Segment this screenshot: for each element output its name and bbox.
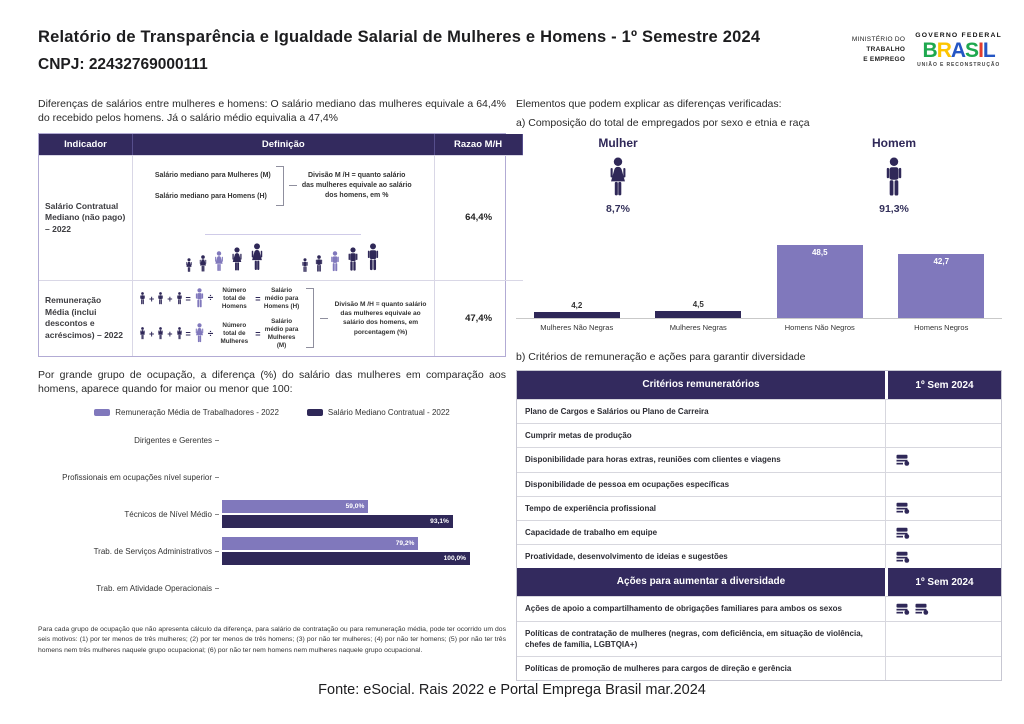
source-footer: Fonte: eSocial. Rais 2022 e Portal Emprega Brasil mar.2024 xyxy=(318,682,706,698)
action-row: Políticas de promoção de mulheres para cargos de direção e gerência xyxy=(517,656,1001,680)
man-percentage: 91,3% xyxy=(879,203,909,215)
criteria-row: Plano de Cargos e Salários ou Plano de Carreira xyxy=(517,399,1001,423)
men-average-formula: + + = ÷ Número total de Homens = Salário médio para Homens (H) xyxy=(139,287,300,311)
bar-mulheres-negras: 4,5 xyxy=(655,311,741,318)
indicator-row2-label: Remuneração Média (inclui descontos e acréscimos) – 2022 xyxy=(39,280,133,356)
bar-mediano: 93,1% xyxy=(222,515,453,528)
page-title: Relatório de Transparência e Igualdade Salarial de Mulheres e Homens - 1º Semestre 2024 xyxy=(38,28,761,46)
axis-tick xyxy=(215,551,219,552)
salary-gap-intro: Diferenças de salários entre mulheres e homens: O salário mediano das mulheres equivale a 64,4% do recebido pelos homens. Já o salário médio equivalia a 47,4% xyxy=(38,98,506,124)
col-header-definicao: Definição xyxy=(133,134,435,155)
legend-swatch xyxy=(307,409,323,416)
women-total-label: Número total de Mulheres xyxy=(220,322,249,346)
woman-icon xyxy=(607,157,629,201)
ministry-label: MINISTÉRIO DO TRABALHO E EMPREGO xyxy=(851,35,906,64)
applied-marker-icon xyxy=(896,527,910,539)
section-b xyxy=(516,351,1002,681)
criteria-value-cell xyxy=(885,497,1001,520)
ethnicity-chart-categories: Mulheres Não Negras Mulheres Negras Homens Não Negros Homens Negros xyxy=(540,323,969,332)
connector-dash xyxy=(320,318,328,319)
indicator-row1-label: Salário Contratual Mediano (não pago) – 2022 xyxy=(39,155,133,280)
man-icon xyxy=(365,243,381,274)
woman-icon xyxy=(176,327,183,341)
man-label: Homem xyxy=(871,136,916,150)
axis-tick xyxy=(215,514,219,515)
man-icon xyxy=(157,292,164,306)
chart-row-profissionais: Profissionais em ocupações nível superior xyxy=(38,459,506,496)
section-a-title: a) Composição do total de empregados por sexo e etnia e raça xyxy=(516,117,810,129)
bar-homens-nao-negros: 48,5 xyxy=(777,245,863,318)
division-note: Divisão M /H = quanto salário das mulheres equivale ao salário dos homens, em % xyxy=(301,172,412,199)
woman-icon xyxy=(139,327,146,341)
applied-marker-icon xyxy=(915,603,929,615)
gender-split-figure xyxy=(516,136,1002,240)
ethnicity-bar-chart xyxy=(516,240,1002,319)
right-column xyxy=(516,98,1002,681)
indicator-row1-ratio: 64,4% xyxy=(435,155,523,280)
bar-mediano: 100,0% xyxy=(222,552,470,565)
indicator-row1-definition xyxy=(133,155,435,280)
pictogram-connector-line xyxy=(205,234,361,235)
criteria-header-row xyxy=(517,371,1001,399)
action-value-cell xyxy=(885,657,1001,680)
man-icon xyxy=(194,288,205,310)
man-icon xyxy=(329,251,341,274)
woman-percentage: 8,7% xyxy=(606,203,630,215)
actions-header-row xyxy=(517,568,1001,596)
woman-icon xyxy=(213,251,225,274)
action-value-cell xyxy=(885,597,1001,620)
women-average-formula: + + = ÷ Número total de Mulheres = Salário médio para Mulheres (M) xyxy=(139,318,300,349)
section-b-title: b) Critérios de remuneração e ações para garantir diversidade xyxy=(516,351,806,363)
cnpj-label: CNPJ: 22432769000111 xyxy=(38,56,208,73)
bar-remuneracao: 59,0% xyxy=(222,500,368,513)
axis-tick xyxy=(215,588,219,589)
men-avg-salary-label: Salário médio para Homens (H) xyxy=(263,286,300,310)
man-icon xyxy=(883,157,905,201)
man-icon xyxy=(176,292,183,306)
woman-icon xyxy=(198,255,208,274)
men-pictogram-group xyxy=(301,243,381,274)
man-share-block xyxy=(834,136,954,215)
criteria-row: Capacidade de trabalho em equipe xyxy=(517,520,1001,544)
legend-item-remuneracao-media: Remuneração Média de Trabalhadores - 2022 xyxy=(94,408,279,417)
col-header-razao: Razao M/H xyxy=(435,134,523,155)
governo-federal-label: GOVERNO FEDERAL xyxy=(915,32,1002,39)
left-column xyxy=(38,98,506,663)
criteria-row: Cumprir metas de produção xyxy=(517,423,1001,447)
indicator-table xyxy=(38,133,506,357)
chart-row-dirigentes: Dirigentes e Gerentes xyxy=(38,422,506,459)
criteria-value-cell xyxy=(885,400,1001,423)
people-pictogram-row xyxy=(139,218,428,274)
woman-icon xyxy=(185,258,193,274)
col-header-indicador: Indicador xyxy=(39,134,133,155)
bar-mulheres-nao-negras: 4,2 xyxy=(534,312,620,318)
chart-row-servicos-administrativos: Trab. de Serviços Administrativos 79,2% 100,0% xyxy=(38,533,506,570)
actions-header-period: 1º Sem 2024 xyxy=(885,568,1001,596)
action-value-cell xyxy=(885,622,1001,656)
criteria-value-cell xyxy=(885,473,1001,496)
legend-item-salario-mediano: Salário Mediano Contratual - 2022 xyxy=(307,408,450,417)
woman-icon xyxy=(249,243,265,274)
criteria-row: Disponibilidade de pessoa em ocupações específicas xyxy=(517,472,1001,496)
report-header xyxy=(38,28,1002,74)
action-row: Políticas de contratação de mulheres (negras, com deficiência, em situação de violência, chefes de família, LGBTQIA+) xyxy=(517,621,1001,656)
applied-marker-icon xyxy=(896,551,910,563)
criteria-row: Tempo de experiência profissional xyxy=(517,496,1001,520)
occupation-chart-legend xyxy=(38,408,506,417)
bracket-shape xyxy=(276,166,284,206)
applied-marker-icon xyxy=(896,454,910,466)
criteria-row: Disponibilidade para horas extras, reuniões com clientes e viagens xyxy=(517,447,1001,471)
brasil-logo xyxy=(915,32,1002,68)
brasil-wordmark: BRASIL xyxy=(922,39,995,62)
occupation-gap-text: Por grande grupo de ocupação, a diferença (%) do salário das mulheres em comparação aos homens, aparece quando for maior ou menor que 100: xyxy=(38,368,506,395)
division-note: Divisão M /H = quanto salário das mulheres equivale ao salário dos homens, em porcentagem (%) xyxy=(334,300,427,336)
bar-homens-negros: 42,7 xyxy=(898,254,984,318)
applied-marker-icon xyxy=(896,603,910,615)
man-icon xyxy=(346,247,360,274)
women-pictogram-group xyxy=(185,243,265,274)
bracket-shape xyxy=(306,288,314,348)
legend-swatch xyxy=(94,409,110,416)
man-icon xyxy=(301,258,309,274)
axis-tick xyxy=(215,477,219,478)
axis-tick xyxy=(215,440,219,441)
median-men-label: Salário mediano para Homens (H) xyxy=(154,192,267,200)
man-icon xyxy=(314,255,324,274)
chart-row-tecnicos: Técnicos de Nível Médio 59,0% 93,1% xyxy=(38,496,506,533)
criteria-table xyxy=(516,370,1002,681)
actions-header-label: Ações para aumentar a diversidade xyxy=(616,576,786,588)
median-women-label: Salário mediano para Mulheres (M) xyxy=(154,171,271,179)
women-avg-salary-label: Salário médio para Mulheres (M) xyxy=(264,318,299,350)
woman-icon xyxy=(157,327,164,341)
elements-title: Elementos que podem explicar as diferenças verificadas: xyxy=(516,98,782,110)
connector-dash xyxy=(289,185,297,186)
applied-marker-icon xyxy=(896,502,910,514)
criteria-header-period: 1º Sem 2024 xyxy=(885,371,1001,399)
criteria-value-cell xyxy=(885,424,1001,447)
woman-icon xyxy=(230,247,244,274)
indicator-row2-definition xyxy=(133,280,435,356)
men-total-label: Número total de Homens xyxy=(221,286,247,310)
criteria-value-cell xyxy=(885,545,1001,568)
woman-label: Mulher xyxy=(598,136,638,150)
criteria-value-cell xyxy=(885,448,1001,471)
action-row: Ações de apoio a compartilhamento de obrigações familiares para ambos os sexos xyxy=(517,596,1001,620)
chart-row-atividade-operacionais: Trab. em Atividade Operacionais xyxy=(38,570,506,607)
header-titles xyxy=(38,28,760,74)
criteria-header-label: Critérios remuneratórios xyxy=(642,379,760,390)
indicator-row2-ratio: 47,4% xyxy=(435,280,523,356)
methodology-footnote: Para cada grupo de ocupação que não apresenta cálculo da diferença, para salário de contratação ou para remuneração média, pode ter ocorrido um dos seis motivos: (1) por ter menos de três mulheres; (2) por ter menos de três homens; (3) por não ter mulheres; (4) por não ter homens; (5) por não ter três homens nem três mulheres naquele grupo ocupacional; (6) por não ter nem homens nem mulheres naquele grupo ocupacional. xyxy=(38,625,506,654)
occupation-bar-chart xyxy=(38,422,506,607)
bar-remuneracao: 79,2% xyxy=(222,537,418,550)
criteria-value-cell xyxy=(885,521,1001,544)
woman-share-block xyxy=(558,136,678,215)
man-icon xyxy=(139,292,146,306)
woman-icon xyxy=(194,323,205,345)
criteria-row: Proatividade, desenvolvimento de ideias e sugestões xyxy=(517,544,1001,568)
uniao-reconstrucao-label: UNIÃO E RECONSTRUÇÃO xyxy=(917,62,1001,68)
government-logo xyxy=(852,32,1002,68)
